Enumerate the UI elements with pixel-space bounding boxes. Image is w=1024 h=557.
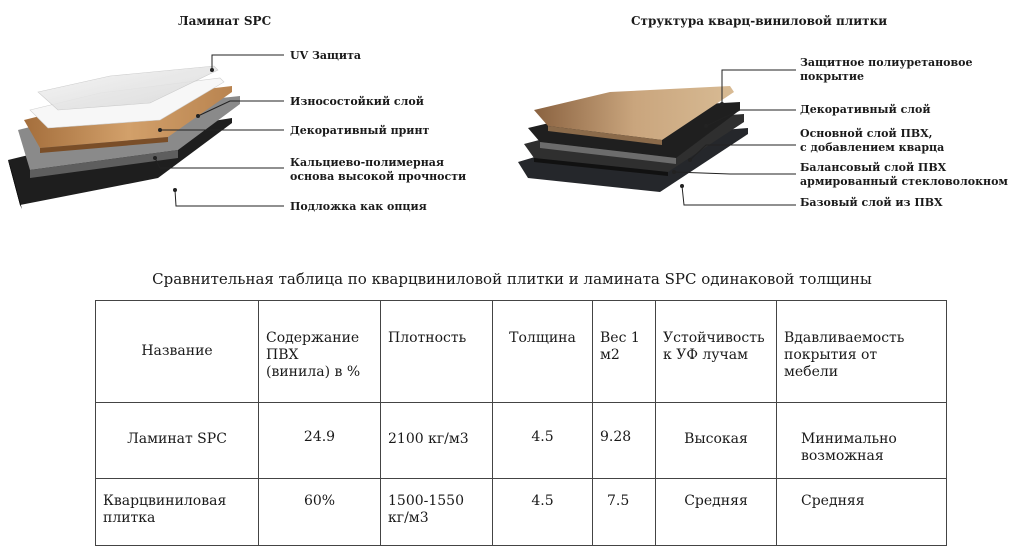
- cell-weight: 9.28: [593, 403, 656, 479]
- label-decor-print: Декоративный принт: [290, 124, 430, 137]
- cell-density: 1500-1550 кг/м3: [381, 479, 493, 546]
- table-row: [96, 403, 947, 479]
- header-dent: Вдавливаемость покрытия от мебели: [777, 301, 947, 403]
- label-main-pvc-line1: Основной слой ПВХ,: [800, 127, 933, 140]
- cell-dent: Средняя: [777, 479, 947, 546]
- label-wear-layer: Износостойкий слой: [290, 95, 424, 108]
- table-header-row: [96, 301, 947, 403]
- label-core-line1: Кальциево-полимерная: [290, 156, 445, 169]
- cell-name: Кварцвиниловая плитка: [96, 479, 259, 546]
- label-main-pvc-line2: с добавлением кварца: [800, 141, 945, 154]
- label-underlay: Подложка как опция: [290, 200, 427, 213]
- cell-thickness: 4.5: [493, 479, 593, 546]
- cell-thickness: 4.5: [493, 403, 593, 479]
- left-diagram-title: Ламинат SPC: [178, 14, 272, 28]
- label-core-line2: основа высокой прочности: [290, 170, 467, 183]
- cell-uv: Средняя: [656, 479, 777, 546]
- right-diagram-title: Структура кварц-виниловой плитки: [631, 14, 888, 28]
- label-decor-layer: Декоративный слой: [800, 103, 931, 116]
- comparison-table: [95, 300, 947, 546]
- header-thickness: Толщина: [493, 301, 593, 403]
- cell-dent: Минимально возможная: [777, 403, 947, 479]
- header-uv: Устойчивость к УФ лучам: [656, 301, 777, 403]
- label-uv-protection: UV Защита: [290, 49, 362, 62]
- header-weight: Вес 1 м2: [593, 301, 656, 403]
- label-pu-coating-line2: покрытие: [800, 70, 865, 83]
- cell-weight: 7.5: [593, 479, 656, 546]
- label-base-layer: Базовый слой из ПВХ: [800, 196, 943, 209]
- cell-uv: Высокая: [656, 403, 777, 479]
- header-density: Плотность: [381, 301, 493, 403]
- header-name: Название: [96, 301, 259, 403]
- label-balance-line2: армированный стекловолокном: [800, 175, 1008, 188]
- cell-pvc: 60%: [259, 479, 381, 546]
- label-balance-line1: Балансовый слой ПВХ: [800, 161, 947, 174]
- cell-pvc: 24.9: [259, 403, 381, 479]
- header-pvc: Содержание ПВХ (винила) в %: [259, 301, 381, 403]
- label-pu-coating-line1: Защитное полиуретановое: [800, 56, 973, 69]
- table-row: [96, 479, 947, 546]
- cell-density: 2100 кг/м3: [381, 403, 493, 479]
- cell-name: Ламинат SPC: [96, 403, 259, 479]
- table-caption: Сравнительная таблица по кварцвиниловой плитки и ламината SPC одинаковой толщины: [152, 270, 872, 288]
